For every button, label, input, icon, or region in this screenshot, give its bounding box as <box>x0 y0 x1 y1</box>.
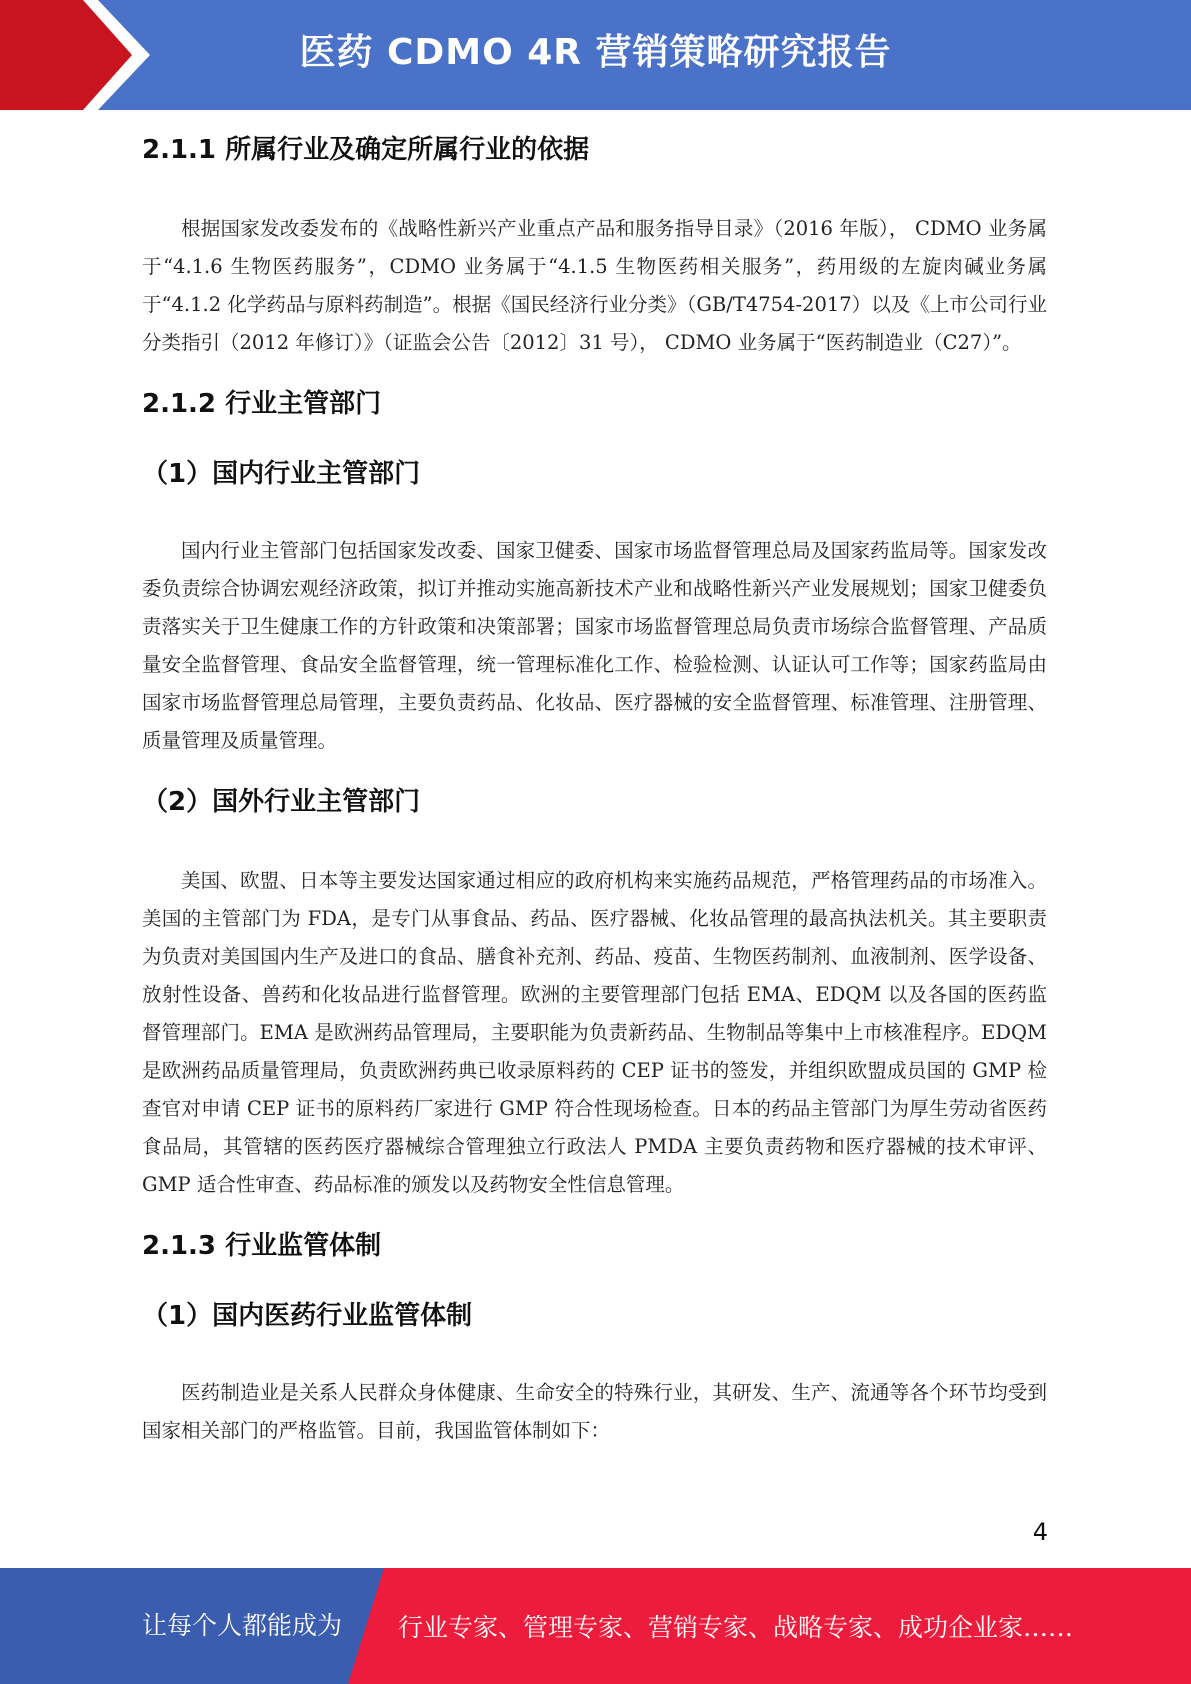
report-title: 医药 CDMO 4R 营销策略研究报告 <box>299 32 892 73</box>
paragraph-industry-basis: 根据国家发改委发布的《战略性新兴产业重点产品和服务指导目录》（2016 年版）， CDMO 业务属于“4.1.6 生物医药服务”，CDMO 业务属于“4.1.5 生物医药相关服务”，药用级的左旋肉碱业务属于“4.1.2 化学药品与原料药制造”。根据《国民经济行业分类》（GB/T4754-2017）以及《上市公司行业分类指引（2012 年修订）》（证监会公告〔2012〕31 号）， CDMO 业务属于“医药制造业（C27）”。 <box>142 217 1047 354</box>
subheading-domestic-authorities: （1）国内行业主管部门 <box>142 459 421 489</box>
section-heading-2-1-3: 2.1.3 行业监管体制 <box>142 1231 382 1261</box>
subheading-foreign-authorities: （2）国外行业主管部门 <box>142 787 421 817</box>
page-header-band <box>0 0 1191 110</box>
paragraph-domestic-authorities: 国内行业主管部门包括国家发改委、国家卫健委、国家市场监督管理总局及国家药监局等。国家发改委负责综合协调宏观经济政策，拟订并推动实施高新技术产业和战略性新兴产业发展规划；国家卫健委负责落实关于卫生健康工作的方针政策和决策部署；国家市场监督管理总局负责市场综合监督管理、产品质量安全监督管理、食品安全监督管理，统一管理标准化工作、检验检测、认证认可工作等；国家药监局由国家市场监督管理总局管理，主要负责药品、化妆品、医疗器械的安全监督管理、标准管理、注册管理、质量管理及质量管理。 <box>142 539 1047 752</box>
section-heading-2-1-2: 2.1.2 行业主管部门 <box>142 389 382 419</box>
document-body <box>142 120 1047 1450</box>
subheading-domestic-regulation: （1）国内医药行业监管体制 <box>142 1301 473 1331</box>
page-number: 4 <box>1032 1518 1048 1546</box>
footer-slogan-right: 行业专家、管理专家、营销专家、战略专家、成功企业家…… <box>398 1613 1074 1642</box>
page-footer-band <box>0 1568 1191 1684</box>
section-heading-2-1-1: 2.1.1 所属行业及确定所属行业的依据 <box>142 135 590 165</box>
footer-slogan-left: 让每个人都能成为 <box>142 1611 343 1640</box>
paragraph-domestic-regulation: 医药制造业是关系人民群众身体健康、生命安全的特殊行业，其研发、生产、流通等各个环节均受到国家相关部门的严格监管。目前，我国监管体制如下： <box>142 1381 1047 1442</box>
paragraph-foreign-authorities: 美国、欧盟、日本等主要发达国家通过相应的政府机构来实施药品规范，严格管理药品的市场准入。美国的主管部门为 FDA，是专门从事食品、药品、医疗器械、化妆品管理的最高执法机关。其主要职责为负责对美国国内生产及进口的食品、膳食补充剂、药品、疫苗、生物医药制剂、血液制剂、医学设备、放射性设备、兽药和化妆品进行监督管理。欧洲的主要管理部门包括 EMA、EDQM 以及各国的医药监督管理部门。EMA 是欧洲药品管理局，主要职能为负责新药品、生物制品等集中上市核准程序。EDQM 是欧洲药品质量管理局，负责欧洲药典已收录原料药的 CEP 证书的签发，并组织欧盟成员国的 GMP 检查官对申请 CEP 证书的原料药厂家进行 GMP 符合性现场检查。日本的药品主管部门为厚生劳动省医药食品局，其管辖的医药医疗器械综合管理独立行政法人 PMDA 主要负责药物和医疗器械的技术审评、GMP 适合性审查、药品标准的颁发以及药物安全性信息管理。 <box>142 869 1047 1196</box>
